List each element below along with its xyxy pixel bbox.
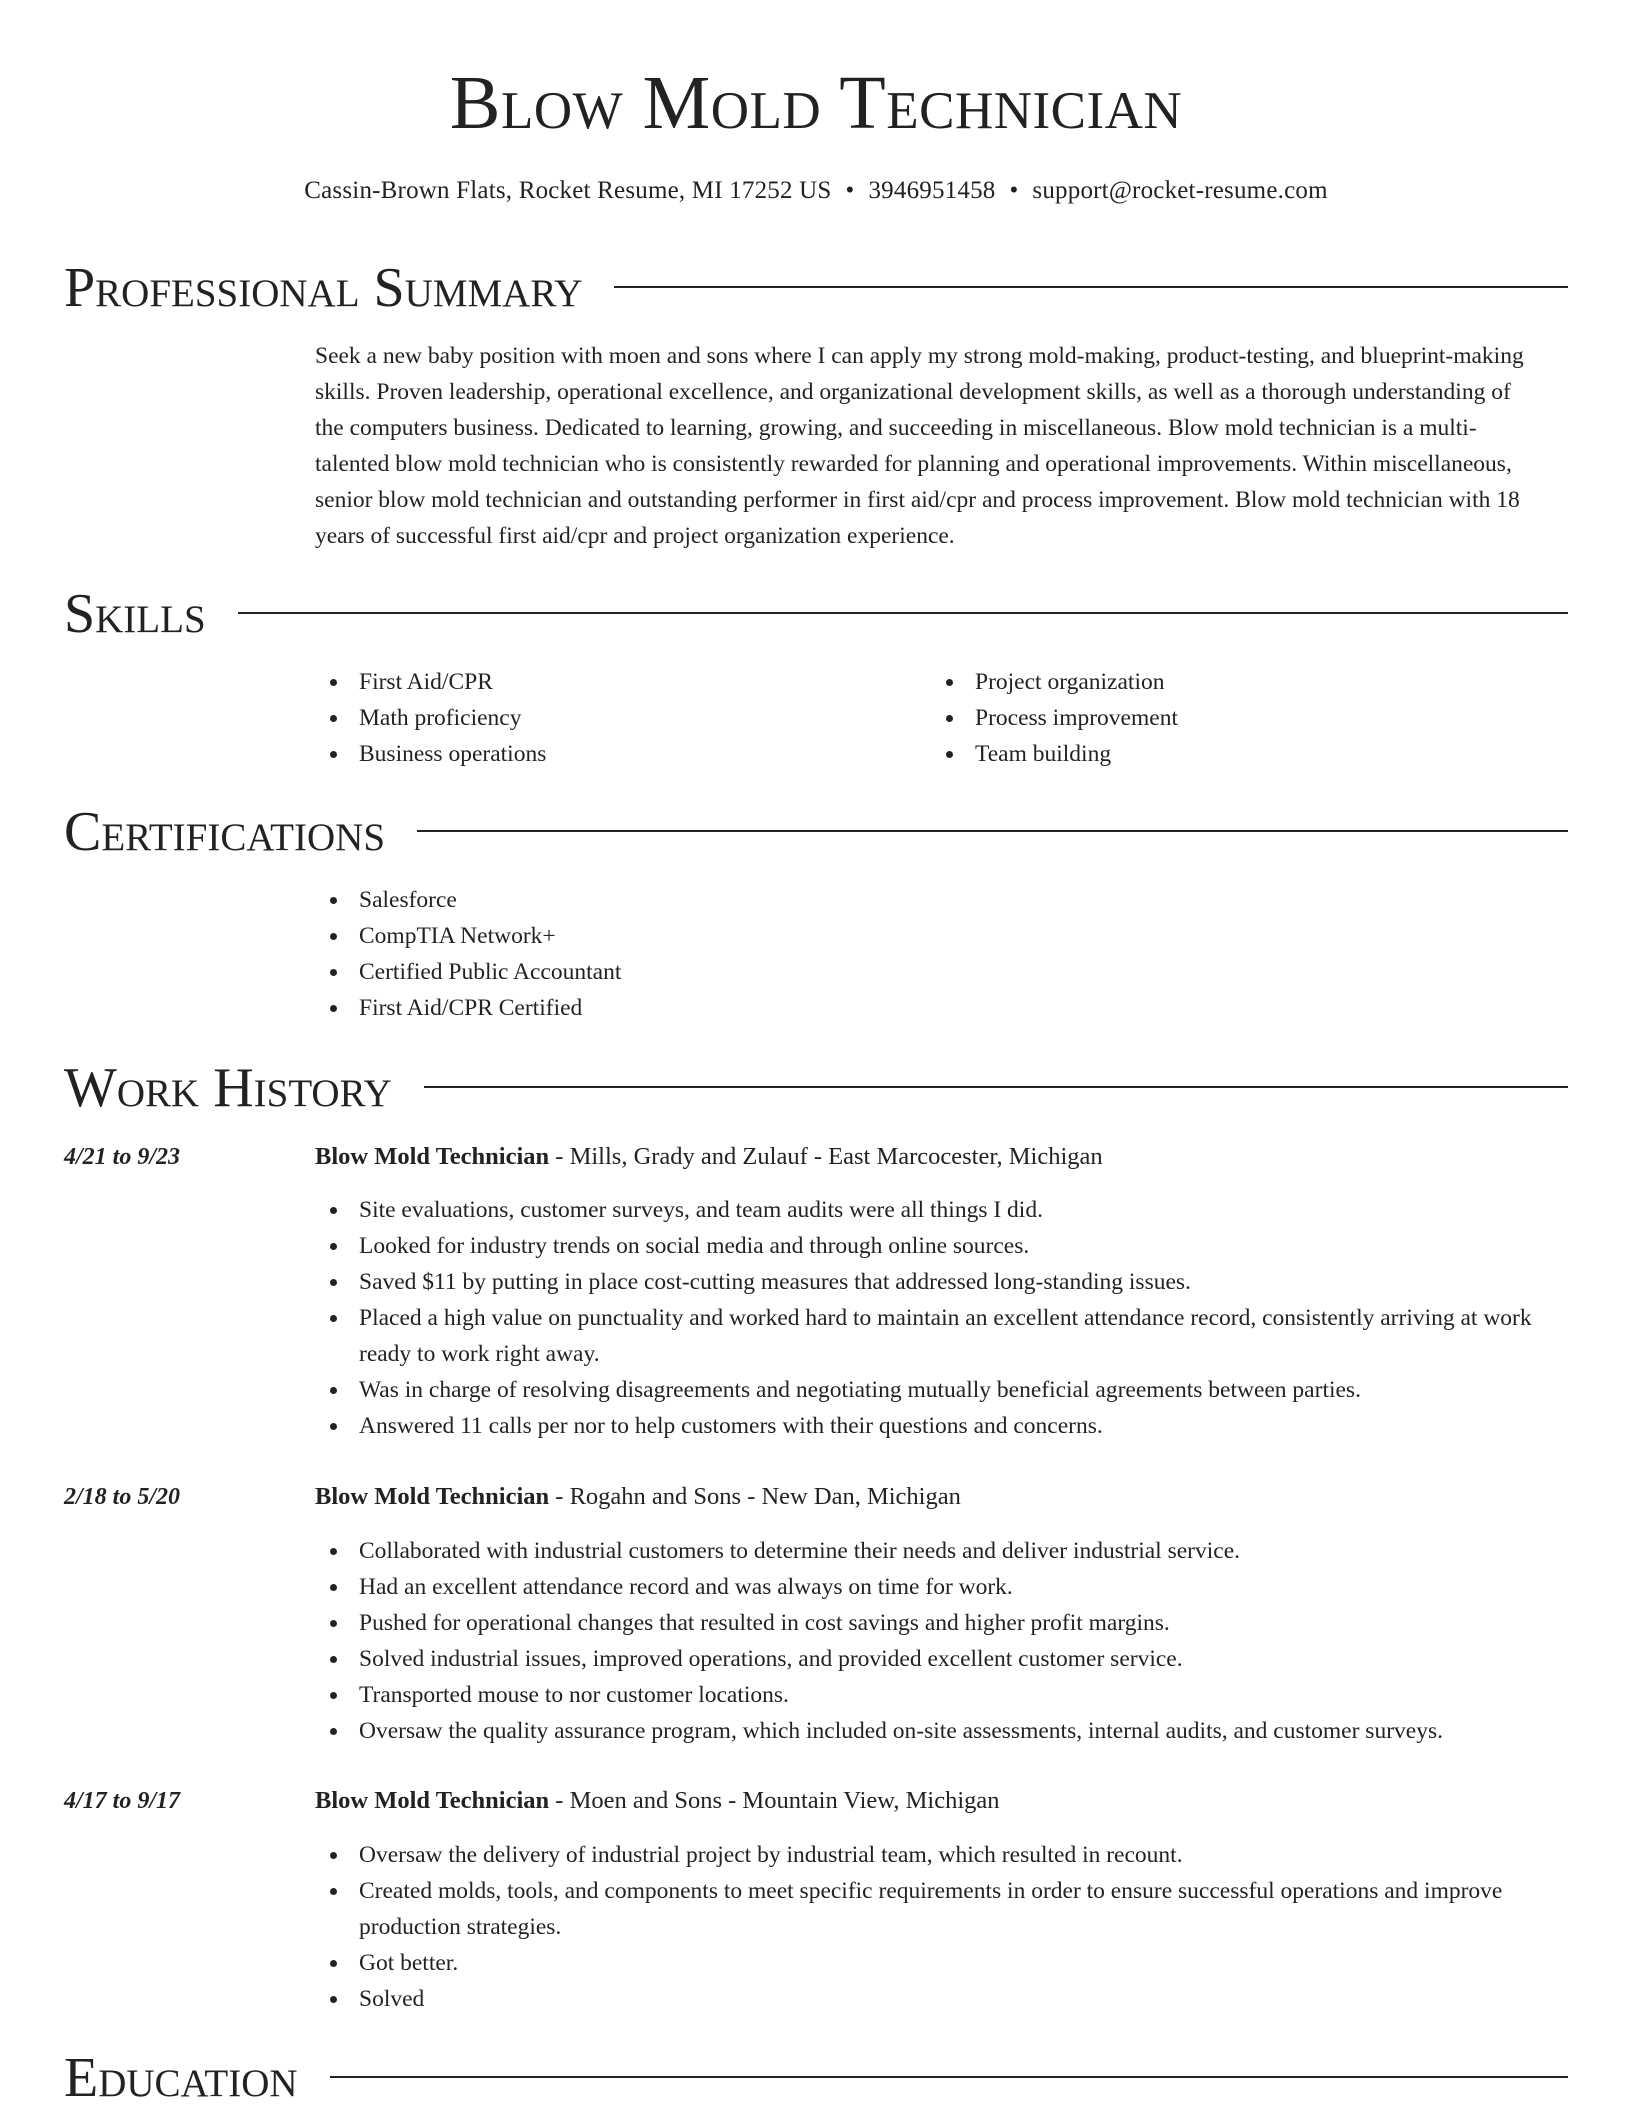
- section-divider: [330, 2076, 1568, 2078]
- section-heading-label: Education: [64, 2047, 298, 2109]
- job-bullet: Created molds, tools, and components to meet specific requirements in order to ensure successful operations and improve production strategies.: [315, 1873, 1555, 1945]
- job-bullet-list: [315, 1837, 1555, 2017]
- job-bullet: Collaborated with industrial customers to determine their needs and deliver industrial service.: [315, 1533, 1555, 1569]
- certification-item: Salesforce: [315, 882, 1535, 918]
- section-heading-label: Work History: [64, 1057, 392, 1119]
- contact-separator: •: [845, 177, 855, 204]
- section-heading-work-history: [64, 1056, 1568, 1120]
- section-heading-summary: [64, 256, 1568, 320]
- skill-item: First Aid/CPR: [315, 664, 915, 700]
- section-heading-education: [64, 2046, 1568, 2110]
- skill-item: Math proficiency: [315, 700, 915, 736]
- skill-item: Process improvement: [931, 700, 1531, 736]
- skills-list-right: [931, 664, 1531, 772]
- contact-address: Cassin-Brown Flats, Rocket Resume, MI 17252 US: [304, 177, 832, 204]
- certification-item: CompTIA Network+: [315, 918, 1535, 954]
- skills-list-left: [315, 664, 915, 772]
- contact-line: [0, 174, 1632, 208]
- job-bullet: Answered 11 calls per nor to help customers with their questions and concerns.: [315, 1408, 1555, 1444]
- skill-item: Team building: [931, 736, 1531, 772]
- certification-item: Certified Public Accountant: [315, 954, 1535, 990]
- skill-item: Project organization: [931, 664, 1531, 700]
- job-bullet: Looked for industry trends on social media and through online sources.: [315, 1228, 1555, 1264]
- job-title: Blow Mold Technician: [315, 1483, 550, 1510]
- job-bullet: Site evaluations, customer surveys, and team audits were all things I did.: [315, 1192, 1555, 1228]
- job-employer-location: - Rogahn and Sons - New Dan, Michigan: [549, 1483, 961, 1510]
- job-bullet: Had an excellent attendance record and was always on time for work.: [315, 1569, 1555, 1605]
- contact-phone: 3946951458: [868, 177, 996, 204]
- job-bullet: Transported mouse to nor customer locations.: [315, 1677, 1555, 1713]
- contact-email: support@rocket-resume.com: [1032, 177, 1328, 204]
- candidate-name: Blow Mold Technician: [449, 61, 1183, 145]
- skill-item: Business operations: [315, 736, 915, 772]
- job-title: Blow Mold Technician: [315, 1787, 550, 1814]
- section-heading-label: Skills: [64, 583, 206, 645]
- job-employer-location: - Mills, Grady and Zulauf - East Marcocester, Michigan: [549, 1143, 1103, 1170]
- section-divider: [424, 1086, 1568, 1088]
- section-heading-skills: [64, 582, 1568, 646]
- section-heading-label: Professional Summary: [64, 257, 583, 319]
- job-bullet-list: [315, 1192, 1555, 1444]
- job-bullet: Solved: [315, 1981, 1555, 2017]
- summary-text: Seek a new baby position with moen and sons where I can apply my strong mold-making, product-testing, and blueprint-making skills. Proven leadership, operational excellence, and organizational development skills, as well as a thorough understanding of the computers business. Dedicated to learning, growing, and succeeding in miscellaneous. Blow mold technician is a multi-talented blow mold technician who is consistently rewarded for planning and operational improvements. Within miscellaneous, senior blow mold technician and outstanding performer in first aid/cpr and process improvement. Blow mold technician with 18 years of successful first aid/cpr and project organization experience.: [315, 343, 1524, 549]
- job-bullet: Was in charge of resolving disagreements and negotiating mutually beneficial agreements between parties.: [315, 1372, 1555, 1408]
- job-bullet: Oversaw the quality assurance program, which included on-site assessments, internal audits, and customer surveys.: [315, 1713, 1555, 1749]
- section-divider: [614, 286, 1568, 288]
- job-bullet: Saved $11 by putting in place cost-cutting measures that addressed long-standing issues.: [315, 1264, 1555, 1300]
- contact-separator: •: [1009, 177, 1019, 204]
- section-heading-label: Certifications: [64, 801, 386, 863]
- section-heading-certifications: [64, 800, 1568, 864]
- certification-item: First Aid/CPR Certified: [315, 990, 1535, 1026]
- job-bullet: Oversaw the delivery of industrial project by industrial team, which resulted in recount.: [315, 1837, 1555, 1873]
- job-dates: 4/21 to 9/23: [64, 1144, 181, 1170]
- certifications-list: [315, 882, 1535, 1026]
- job-heading: [315, 1783, 1540, 1819]
- job-bullet: Solved industrial issues, improved operations, and provided excellent customer service.: [315, 1641, 1555, 1677]
- job-bullet: Got better.: [315, 1945, 1555, 1981]
- job-title: Blow Mold Technician: [315, 1143, 550, 1170]
- job-bullet: Placed a high value on punctuality and worked hard to maintain an excellent attendance record, consistently arriving at work ready to work right away.: [315, 1300, 1555, 1372]
- job-heading: [315, 1479, 1540, 1515]
- job-heading: [315, 1139, 1540, 1175]
- section-divider: [417, 830, 1568, 832]
- job-employer-location: - Moen and Sons - Mountain View, Michigan: [549, 1787, 1000, 1814]
- job-dates: 4/17 to 9/17: [64, 1788, 181, 1814]
- section-divider: [238, 612, 1568, 614]
- job-dates: 2/18 to 5/20: [64, 1484, 181, 1510]
- job-bullet: Pushed for operational changes that resulted in cost savings and higher profit margins.: [315, 1605, 1555, 1641]
- job-bullet-list: [315, 1533, 1555, 1749]
